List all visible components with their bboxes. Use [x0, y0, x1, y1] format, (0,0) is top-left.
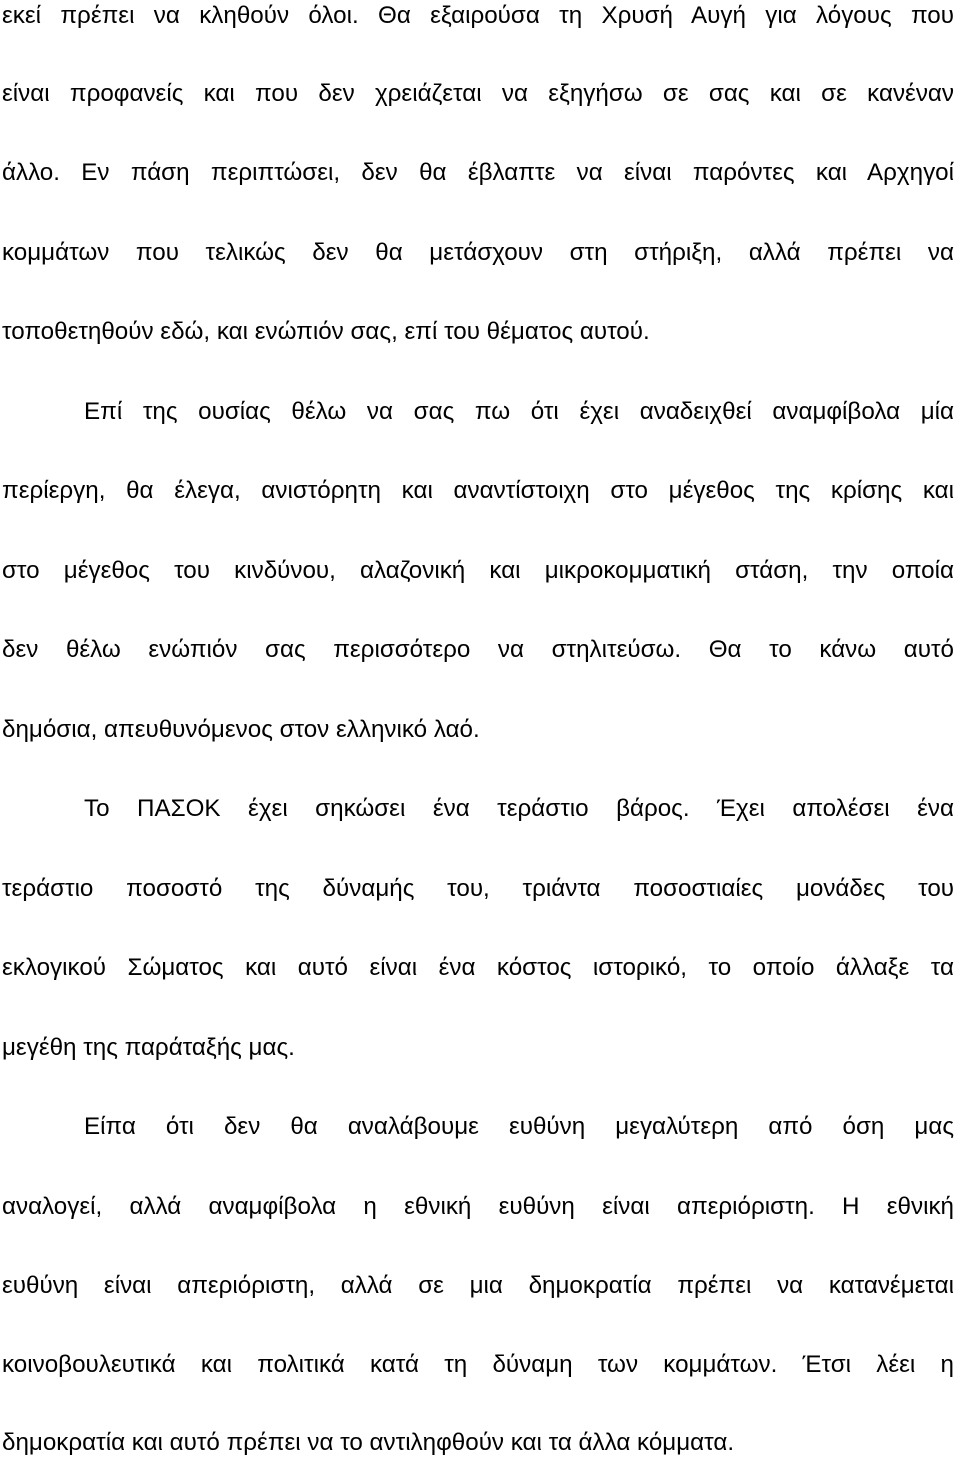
- text-line: δεν θέλω ενώπιόν σας περισσότερο να στηλιτεύσω. Θα το κάνω αυτό: [2, 636, 954, 663]
- text-line: ευθύνη είναι απεριόριστη, αλλά σε μια δημοκρατία πρέπει να κατανέμεται: [2, 1272, 954, 1299]
- text-line: δημοκρατία και αυτό πρέπει να το αντιληφθούν και τα άλλα κόμματα.: [2, 1429, 735, 1456]
- text-line: τεράστιο ποσοστό της δύναμής του, τριάντα ποσοστιαίες μονάδες του: [2, 875, 954, 902]
- text-line: Το ΠΑΣΟΚ έχει σηκώσει ένα τεράστιο βάρος. Έχει απολέσει ένα: [84, 795, 954, 822]
- text-line: κομμάτων που τελικώς δεν θα μετάσχουν στη στήριξη, αλλά πρέπει να: [2, 239, 954, 266]
- text-line: αναλογεί, αλλά αναμφίβολα η εθνική ευθύνη είναι απεριόριστη. Η εθνική: [2, 1193, 954, 1220]
- text-line: εκλογικού Σώματος και αυτό είναι ένα κόστος ιστορικό, το οποίο άλλαξε τα: [2, 954, 954, 981]
- text-line: μεγέθη της παράταξής μας.: [2, 1034, 295, 1061]
- text-line: δημόσια, απευθυνόμενος στον ελληνικό λαό.: [2, 716, 480, 743]
- text-line: εκεί πρέπει να κληθούν όλοι. Θα εξαιρούσα τη Χρυσή Αυγή για λόγους που: [2, 2, 954, 29]
- text-line: Είπα ότι δεν θα αναλάβουμε ευθύνη μεγαλύτερη από όση μας: [84, 1113, 954, 1140]
- text-line: είναι προφανείς και που δεν χρειάζεται να εξηγήσω σε σας και σε κανέναν: [2, 80, 954, 107]
- text-line: Επί της ουσίας θέλω να σας πω ότι έχει αναδειχθεί αναμφίβολα μία: [84, 398, 954, 425]
- text-line: περίεργη, θα έλεγα, ανιστόρητη και αναντίστοιχη στο μέγεθος της κρίσης και: [2, 477, 954, 504]
- text-line: τοποθετηθούν εδώ, και ενώπιόν σας, επί του θέματος αυτού.: [2, 318, 650, 345]
- text-line: στο μέγεθος του κινδύνου, αλαζονική και μικροκομματική στάση, την οποία: [2, 557, 954, 584]
- text-line: άλλο. Εν πάση περιπτώσει, δεν θα έβλαπτε να είναι παρόντες και Αρχηγοί: [2, 159, 954, 186]
- text-line: κοινοβουλευτικά και πολιτικά κατά τη δύναμη των κομμάτων. Έτσι λέει η: [2, 1351, 954, 1378]
